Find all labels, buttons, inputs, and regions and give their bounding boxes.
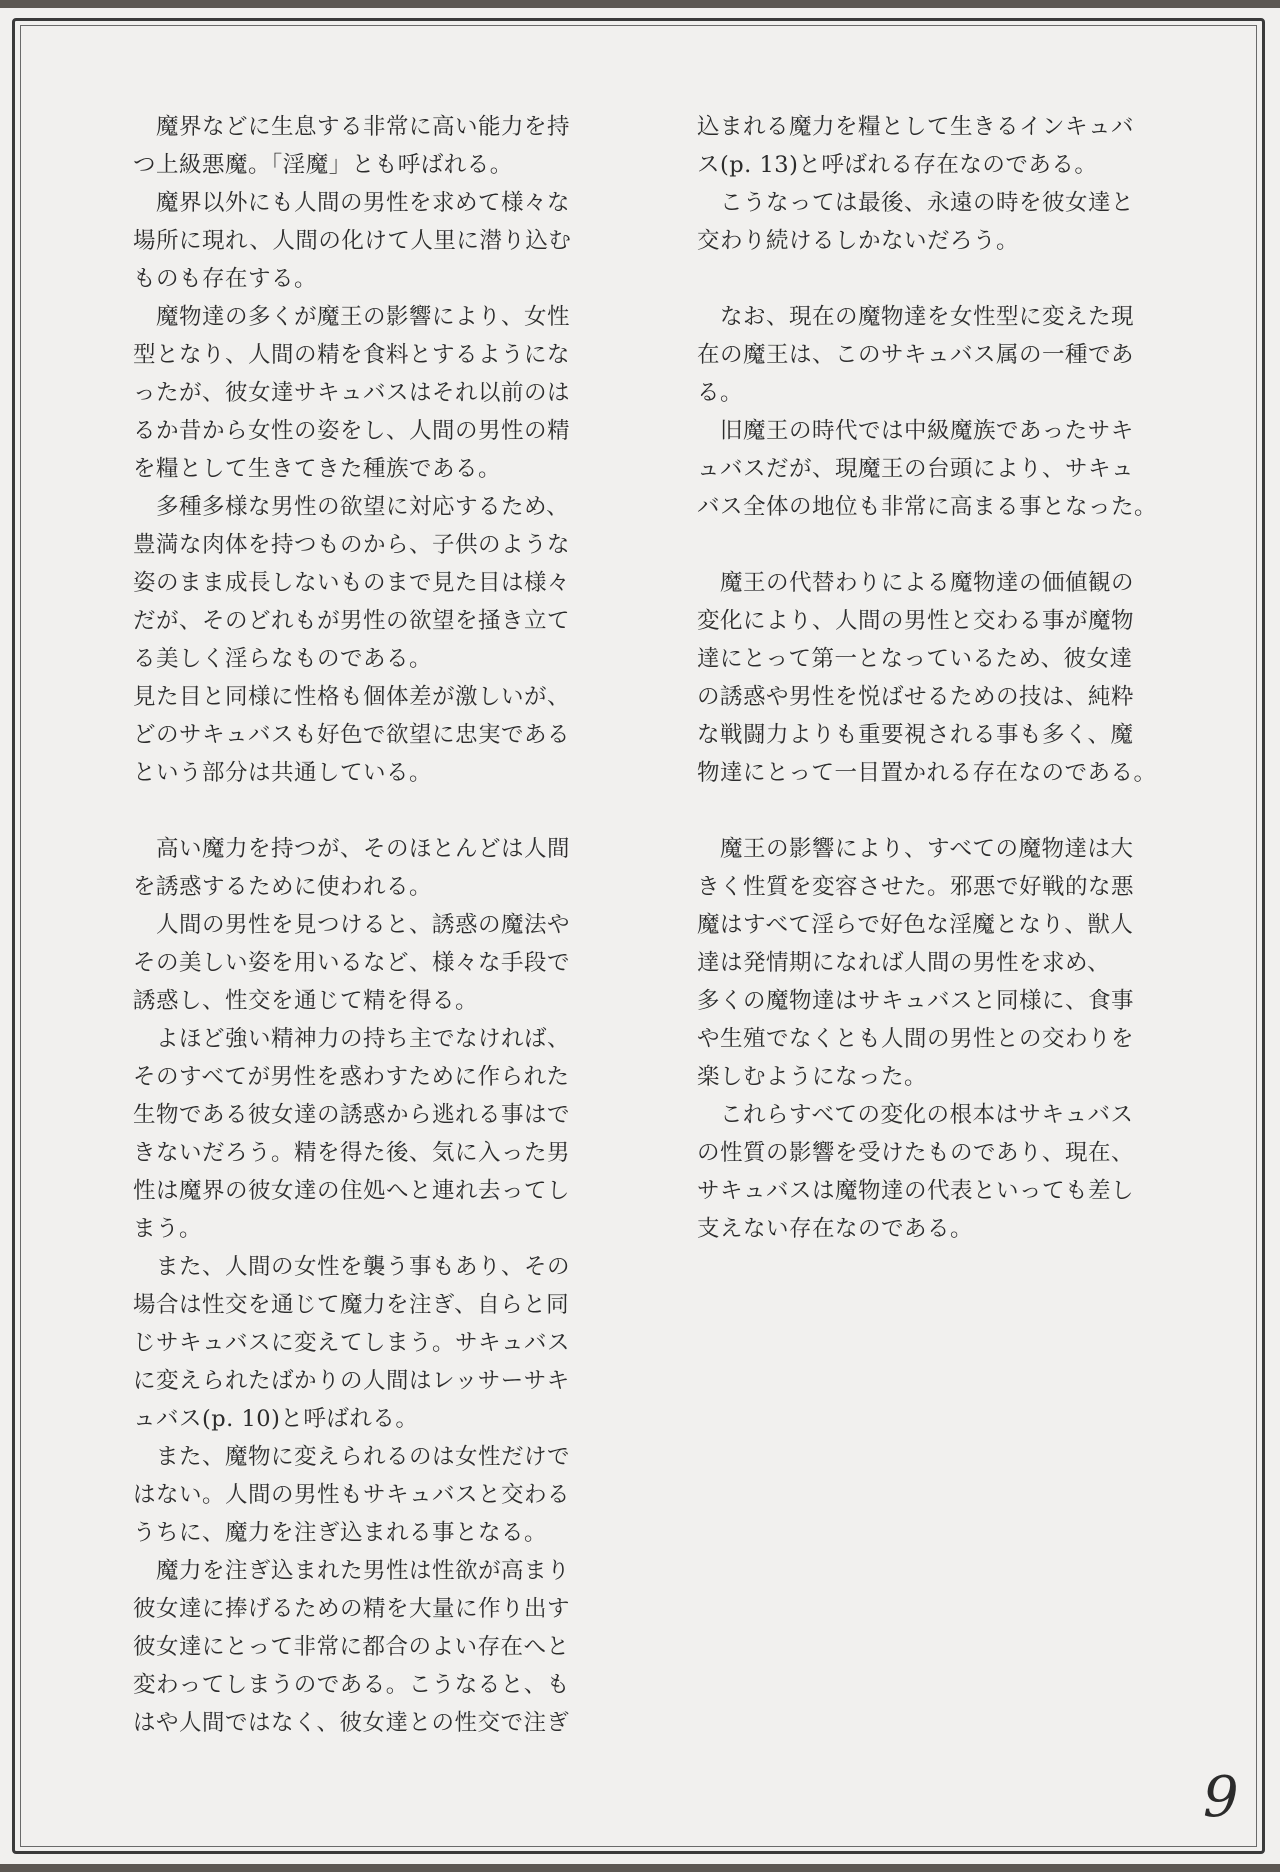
text-line: まう。 [133,1216,203,1242]
text-line: 魔物達の多くが魔王の影響により、女性 [133,304,571,330]
text-line: 豊満な肉体を持つものから、子供のような [133,532,571,558]
text-line: ュバスだが、現魔王の台頭により、サキュ [697,456,1135,482]
text-line: 楽しむようになった。 [697,1064,928,1090]
text-line: ュバス(p. 10)と呼ばれる。 [133,1406,419,1432]
text-line: を糧として生きてきた種族である。 [133,456,502,482]
text-line: という部分は共通している。 [133,760,433,786]
paragraph-gap [697,792,1197,830]
text-line: うちに、魔力を注ぎ込まれる事となる。 [133,1520,548,1546]
text-line: はや人間ではなく、彼女達との性交で注ぎ [133,1710,570,1736]
text-line: 型となり、人間の精を食料とするようにな [133,342,571,368]
paragraph-gap [697,526,1197,564]
text-line: 魔界などに生息する非常に高い能力を持 [133,114,571,140]
right-text-column [697,108,1197,1248]
text-line: つ上級悪魔。「淫魔」とも呼ばれる。 [133,152,513,178]
text-line: 魔力を注ぎ込まれた男性は性欲が高まり [133,1558,571,1584]
text-line: 旧魔王の時代では中級魔族であったサキ [697,418,1134,444]
text-line: 生物である彼女達の誘惑から逃れる事はで [133,1102,571,1128]
text-line: な戦闘力よりも重要視される事も多く、魔 [697,722,1134,748]
text-line: や生殖でなくとも人間の男性との交わりを [697,1026,1135,1052]
text-line: 魔王の代替わりによる魔物達の価値観の [697,570,1135,596]
text-line: 人間の男性を見つけると、誘惑の魔法や [133,912,571,938]
page-number: 9 [1203,1765,1239,1830]
text-line: る。 [697,380,744,406]
text-line: の誘惑や男性を悦ばせるための技は、純粋 [697,684,1135,710]
text-line: 支えない存在なのである。 [697,1216,974,1242]
text-line: 彼女達にとって非常に都合のよい存在へと [133,1634,570,1660]
text-line: 達にとって第一となっているため、彼女達 [697,646,1133,672]
text-line: に変えられたばかりの人間はレッサーサキ [133,1368,570,1394]
text-line: 見た目と同様に性格も個体差が激しいが、 [133,684,571,710]
text-line: また、魔物に変えられるのは女性だけで [133,1444,571,1470]
text-line: 場所に現れ、人間の化けて人里に潜り込む [133,228,572,254]
text-line: ったが、彼女達サキュバスはそれ以前のは [133,380,571,406]
text-line: バス全体の地位も非常に高まる事となった。 [697,494,1158,520]
text-line: ものも存在する。 [133,266,318,292]
text-line: なお、現在の魔物達を女性型に変えた現 [697,304,1135,330]
text-line: こうなっては最後、永遠の時を彼女達と [697,190,1135,216]
text-line: 在の魔王は、このサキュバス属の一種であ [697,342,1135,368]
text-line: きないだろう。精を得た後、気に入った男 [133,1140,571,1166]
text-line: 達は発情期になれば人間の男性を求め、 [697,950,1111,976]
text-line: 場合は性交を通じて魔力を注ぎ、自らと同 [133,1292,570,1318]
paragraph-gap [133,792,623,830]
text-line: 姿のまま成長しないものまで見た目は様々 [133,570,571,596]
text-line: その美しい姿を用いるなど、様々な手段で [133,950,571,976]
text-line: これらすべての変化の根本はサキュバス [697,1102,1134,1128]
text-line: 誘惑し、性交を通じて精を得る。 [133,988,479,1014]
text-line: きく性質を変容させた。邪悪で好戦的な悪 [697,874,1135,900]
left-text-column [133,108,623,1742]
text-line: 多くの魔物達はサキュバスと同様に、食事 [697,988,1135,1014]
text-line: 魔はすべて淫らで好色な淫魔となり、獣人 [697,912,1134,938]
text-line: 込まれる魔力を糧として生きるインキュバ [697,114,1135,140]
text-line: の性質の影響を受けたものであり、現在、 [697,1140,1135,1166]
paragraph-gap [697,260,1197,298]
text-line: 多種多様な男性の欲望に対応するため、 [133,494,570,520]
text-line: る美しく淫らなものである。 [133,646,433,672]
text-line: 魔王の影響により、すべての魔物達は大 [697,836,1134,862]
text-line: 魔界以外にも人間の男性を求めて様々な [133,190,571,216]
text-line: はない。人間の男性もサキュバスと交わる [133,1482,571,1508]
text-line: よほど強い精神力の持ち主でなければ、 [133,1026,571,1052]
text-line: るか昔から女性の姿をし、人間の男性の精 [133,418,571,444]
text-line: 彼女達に捧げるための精を大量に作り出す [133,1596,571,1622]
document-page [0,8,1280,1864]
text-line: サキュバスは魔物達の代表といっても差し [697,1178,1135,1204]
text-line: 交わり続けるしかないだろう。 [697,228,1020,254]
text-line: また、人間の女性を襲う事もあり、その [133,1254,571,1280]
text-line: 変化により、人間の男性と交わる事が魔物 [697,608,1135,634]
text-line: を誘惑するために使われる。 [133,874,433,900]
text-line: 高い魔力を持つが、そのほとんどは人間 [133,836,571,862]
text-line: 物達にとって一目置かれる存在なのである。 [697,760,1157,786]
text-line: だが、そのどれもが男性の欲望を掻き立て [133,608,571,634]
text-line: 性は魔界の彼女達の住処へと連れ去ってし [133,1178,571,1204]
text-line: どのサキュバスも好色で欲望に忠実である [133,722,571,748]
text-line: そのすべてが男性を惑わすために作られた [133,1064,570,1090]
text-line: じサキュバスに変えてしまう。サキュバス [133,1330,571,1356]
text-line: ス(p. 13)と呼ばれる存在なのである。 [697,152,1098,178]
text-line: 変わってしまうのである。こうなると、も [133,1672,570,1698]
